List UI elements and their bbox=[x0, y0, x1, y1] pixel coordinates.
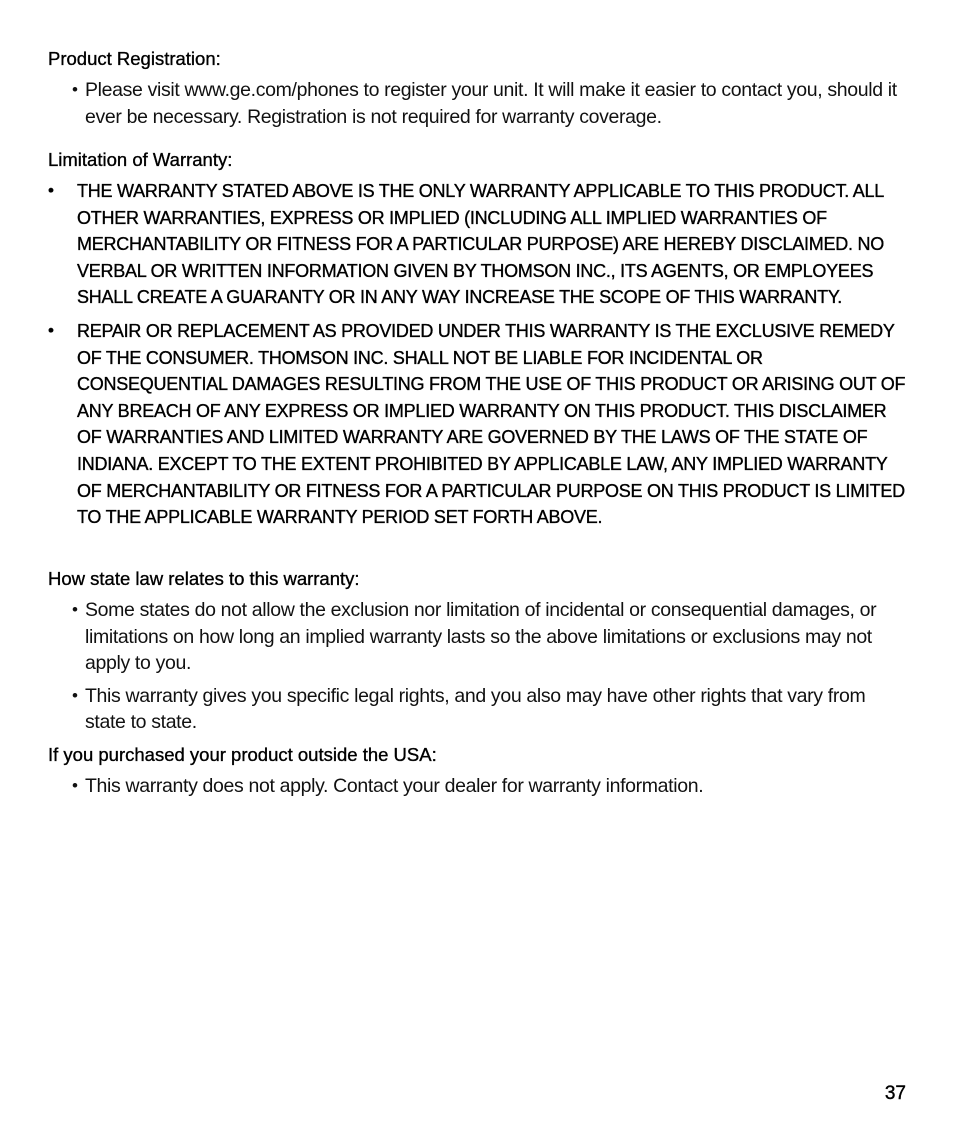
list-item bbox=[48, 683, 906, 736]
bullet-list bbox=[48, 773, 906, 800]
list-item-text: REPAIR OR REPLACEMENT AS PROVIDED UNDER THIS WARRANTY IS THE EXCLUSIVE REMEDY OF THE CONSUMER. THOMSON INC. SHALL NOT BE LIABLE FOR INCIDENTAL OR CONSEQUENTIAL DAMAGES RESULTING FROM THE USE OF THIS PRODUCT OR ARISING OUT OF ANY BREACH OF ANY EXPRESS OR IMPLIED WARRANTY ON THIS PRODUCT. THIS DISCLAIMER OF WARRANTIES AND LIMITED WARRANTY ARE GOVERNED BY THE LAWS OF THE STATE OF INDIANA. EXCEPT TO THE EXTENT PROHIBITED BY APPLICABLE LAW, ANY IMPLIED WARRANTY OF MERCHANTABILITY OR FITNESS FOR A PARTICULAR PURPOSE ON THIS PRODUCT IS LIMITED TO THE APPLICABLE WARRANTY PERIOD SET FORTH ABOVE. bbox=[77, 320, 906, 528]
list-item bbox=[48, 318, 906, 531]
list-item bbox=[48, 773, 906, 800]
list-item-text: Some states do not allow the exclusion nor limitation of incidental or consequential damages, or limitations on how long an implied warranty lasts so the above limitations or exclusions may not apply to you. bbox=[85, 599, 877, 674]
list-item-text: THE WARRANTY STATED ABOVE IS THE ONLY WARRANTY APPLICABLE TO THIS PRODUCT. ALL OTHER WARRANTIES, EXPRESS OR IMPLIED (INCLUDING ALL IMPLIED WARRANTIES OF MERCHANTABILITY OR FITNESS FOR A PARTICULAR PURPOSE) ARE HEREBY DISCLAIMED. NO VERBAL OR WRITTEN INFORMATION GIVEN BY THOMSON INC., ITS AGENTS, OR EMPLOYEES SHALL CREATE A GUARANTY OR IN ANY WAY INCREASE THE SCOPE OF THIS WARRANTY. bbox=[77, 181, 885, 308]
bullet-icon: • bbox=[72, 80, 78, 99]
bullet-list bbox=[48, 178, 906, 531]
section-state-law bbox=[48, 566, 906, 742]
list-item bbox=[48, 597, 906, 677]
list-item-text: Please visit www.ge.com/phones to register your unit. It will make it easier to contact you, should it ever be necessary. Registration is not required for warranty coverage. bbox=[85, 79, 897, 128]
bullet-icon: • bbox=[72, 776, 78, 795]
list-item bbox=[48, 178, 906, 311]
page-number: 37 bbox=[884, 1083, 906, 1104]
section-product-registration bbox=[48, 46, 906, 147]
list-item-text: This warranty gives you specific legal rights, and you also may have other rights that vary from state to state. bbox=[85, 684, 866, 733]
section-heading: If you purchased your product outside the USA: bbox=[48, 744, 437, 765]
list-item-text: This warranty does not apply. Contact your dealer for warranty information. bbox=[85, 775, 704, 797]
bullet-icon: • bbox=[48, 181, 54, 200]
section-heading: Limitation of Warranty: bbox=[48, 149, 233, 170]
bullet-icon: • bbox=[48, 320, 54, 340]
bullet-icon: • bbox=[72, 685, 78, 705]
page-content bbox=[48, 46, 906, 800]
section-heading: How state law relates to this warranty: bbox=[48, 568, 360, 589]
section-heading: Product Registration: bbox=[48, 48, 221, 69]
list-item bbox=[48, 77, 906, 130]
section-outside-usa bbox=[48, 742, 906, 800]
bullet-list bbox=[48, 77, 906, 130]
section-limitation-of-warranty bbox=[48, 147, 906, 566]
bullet-icon: • bbox=[72, 600, 78, 619]
bullet-list bbox=[48, 597, 906, 736]
